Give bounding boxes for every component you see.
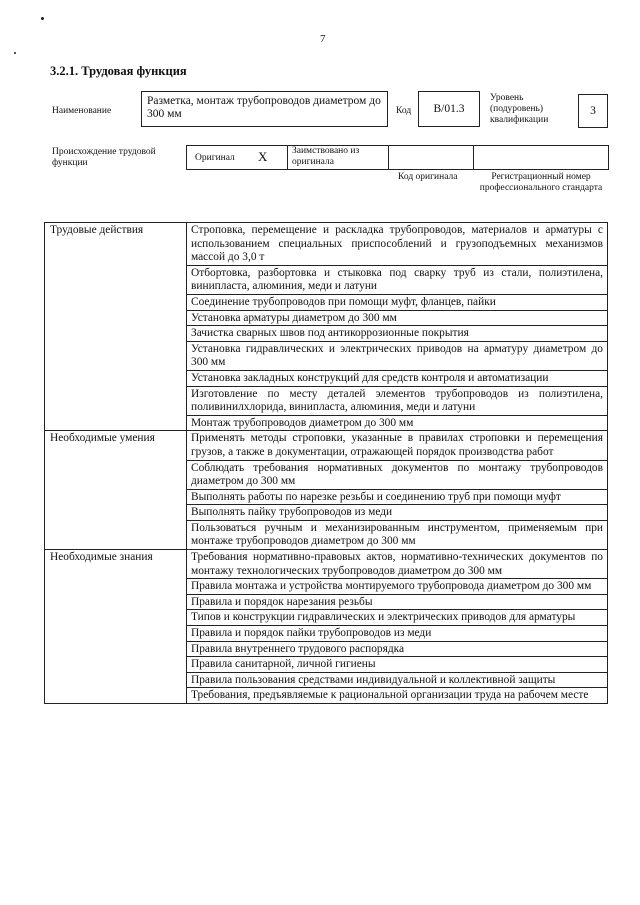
table-cell: Монтаж трубопроводов диаметром до 300 мм [187, 415, 608, 431]
origin-divider [287, 145, 288, 170]
code-label: Код [396, 106, 412, 116]
origin-label: Происхождение трудовой функции [52, 147, 156, 168]
scan-speck [41, 17, 44, 20]
table-cell: Правила пользования средствами индивидуальной и коллективной защиты [187, 672, 608, 688]
table-cell: Выполнять работы по нарезке резьбы и соединению труб при помощи муфт [187, 489, 608, 505]
table-cell: Пользоваться ручным и механизированным инструментом, применяемым при монтаже трубопроводов диаметром до 300 мм [187, 520, 608, 549]
table-cell: Правила санитарной, личной гигиены [187, 657, 608, 673]
table-cell: Правила и порядок нарезания резьбы [187, 594, 608, 610]
code-original-caption: Код оригинала [398, 172, 458, 182]
function-name: Разметка, монтаж трубопроводов диаметром до 300 мм [147, 95, 381, 120]
table-cell: Изготовление по месту деталей элементов трубопроводов из полиэтилена, поливинилхлорида, винипласта, алюминия, меди и латуни [187, 386, 608, 415]
code-box [418, 91, 480, 127]
table-cell: Строповка, перемещение и раскладка трубопроводов, материалов и арматуры с использованием специальных приспособлений и грузоподъемных механизмов массой до 3,0 т [187, 223, 608, 266]
section-label: Трудовые действия [45, 223, 187, 431]
table-cell: Применять методы строповки, указанные в правилах строповки и перемещения грузов, а также в документации, отражающей порядок производства работ [187, 431, 608, 460]
reg-number-caption: Регистрационный номер профессионального стандарта [479, 172, 603, 193]
table-cell: Правила внутреннего трудового распорядка [187, 641, 608, 657]
table-cell: Правила монтажа и устройства монтируемого трубопровода диаметром до 300 мм [187, 579, 608, 595]
table-cell: Выполнять пайку трубопроводов из меди [187, 505, 608, 521]
name-label: Наименование [52, 106, 112, 116]
table-row [45, 223, 608, 266]
table-cell: Соблюдать требования нормативных документов по монтажу трубопроводов диаметром до 300 мм [187, 460, 608, 489]
table-cell: Зачистка сварных швов под антикоррозионные покрытия [187, 326, 608, 342]
table-cell: Установка закладных конструкций для средств контроля и автоматизации [187, 370, 608, 386]
qualification-label: Уровень (подуровень) квалификации [490, 93, 549, 125]
level-box [578, 94, 608, 128]
table-cell: Требования, предъявляемые к рациональной организации труда на рабочем месте [187, 688, 608, 704]
function-name-box [141, 91, 388, 127]
original-label: Оригинал [195, 153, 235, 163]
code-value: В/01.3 [433, 102, 465, 115]
section-label: Необходимые умения [45, 431, 187, 550]
borrowed-label: Заимствовано из оригинала [292, 146, 360, 167]
page-number: 7 [320, 33, 326, 45]
labor-function-table [44, 222, 608, 704]
table-cell: Типов и конструкции гидравлических и электрических приводов для арматуры [187, 610, 608, 626]
table-cell: Отбортовка, разбортовка и стыковка под сварку труб из стали, полиэтилена, винипласта, алюминия, меди и латуни [187, 265, 608, 294]
table-row [45, 550, 608, 579]
table-cell: Требования нормативно-правовых актов, нормативно-технических документов по монтажу технологических трубопроводов диаметром до 300 мм [187, 550, 608, 579]
original-mark: X [258, 149, 268, 164]
origin-table [186, 145, 609, 170]
table-cell: Соединение трубопроводов при помощи муфт, фланцев, пайки [187, 294, 608, 310]
origin-divider [388, 145, 389, 170]
scan-speck [14, 52, 16, 54]
table-cell: Установка арматуры диаметром до 300 мм [187, 310, 608, 326]
section-label: Необходимые знания [45, 550, 187, 704]
section-title: 3.2.1. Трудовая функция [50, 64, 187, 78]
table-cell: Установка гидравлических и электрических приводов на арматуру диаметром до 300 мм [187, 341, 608, 370]
table-cell: Правила и порядок пайки трубопроводов из меди [187, 626, 608, 642]
table-row [45, 431, 608, 460]
level-value: 3 [590, 104, 596, 117]
origin-divider [473, 145, 474, 170]
